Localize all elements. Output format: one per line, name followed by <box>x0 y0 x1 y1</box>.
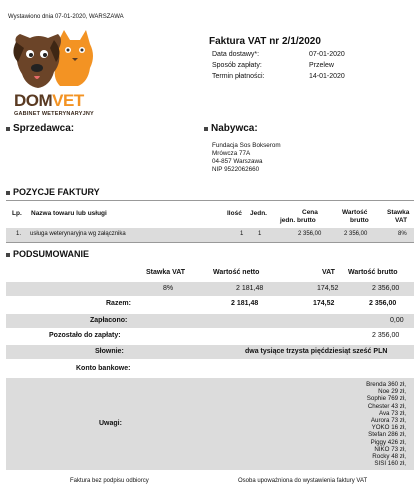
list-item: Piggy 426 zł, <box>370 438 406 446</box>
buyer-heading: Nabywca: <box>211 123 258 134</box>
divider <box>6 242 414 243</box>
summary-paid-row: Zapłacono: 0,00 <box>6 314 414 328</box>
list-item: Rocky 48 zł, <box>372 453 406 461</box>
col-qty: Ilość <box>227 210 242 217</box>
logo-subtitle: GABINET WETERYNARYJNY <box>14 111 94 117</box>
summary-rate-row: 8% 2 181,48 174,52 2 356,00 <box>6 282 414 296</box>
col-price-sub: jedn. brutto <box>280 217 316 224</box>
col-rate: Stawka <box>387 209 410 216</box>
invoice-title: Faktura VAT nr 2/1/2020 <box>209 36 321 47</box>
items-table-header <box>6 207 414 227</box>
signature-right: Osoba upoważniona do wystawienia faktury VAT <box>238 478 368 484</box>
col-unit: Jedn. <box>250 210 267 217</box>
summary-words-row: Słownie: dwa tysiące trzysta pięćdziesiąt sześć PLN <box>6 345 414 359</box>
summary-heading: PODSUMOWANIE <box>13 249 90 259</box>
list-item: Stefan 286 zł, <box>368 431 406 439</box>
list-item: Sophie 769 zł, <box>366 395 406 403</box>
summary-remaining-row: Pozostało do zapłaty: 2 356,00 <box>49 332 400 339</box>
divider <box>6 200 414 201</box>
col-price: Cena <box>302 209 318 216</box>
seller-heading: Sprzedawca: <box>13 123 75 134</box>
section-bullet-icon <box>6 191 10 195</box>
list-item: YOKO 16 zł, <box>371 424 406 432</box>
buyer-nip: NIP 9522062660 <box>212 166 260 173</box>
items-heading: POZYCJE FAKTURY <box>13 187 100 197</box>
dog-cat-logo-icon <box>8 28 104 92</box>
notes-list <box>366 381 406 467</box>
buyer-street: Mrówcza 77A <box>212 150 251 157</box>
list-item: NIKO 73 zł, <box>374 445 406 453</box>
delivery-date-label: Data dostawy*: <box>212 51 260 58</box>
logo-wordmark: DOMVET <box>14 91 84 110</box>
signature-left: Faktura bez podpisu odbiorcy <box>70 478 149 484</box>
section-bullet-icon <box>204 127 208 131</box>
payment-due-label: Termin płatności: <box>212 73 265 80</box>
delivery-date-value: 07-01-2020 <box>309 51 345 58</box>
buyer-name: Fundacja Sos Bokserom <box>212 142 281 149</box>
section-bullet-icon <box>6 253 10 257</box>
issue-date-place: Wystawiono dnia 07-01-2020, WARSZAWA <box>8 14 124 20</box>
payment-due-value: 14-01-2020 <box>309 73 345 80</box>
list-item: Chester 43 zł, <box>367 402 406 410</box>
col-rate-sub: VAT <box>395 217 408 224</box>
list-item: Ava 73 zł, <box>378 409 406 417</box>
buyer-city: 04-857 Warszawa <box>212 158 263 165</box>
list-item: Brenda 360 zł, <box>366 381 406 388</box>
list-item: Noe 29 zł, <box>378 388 406 396</box>
payment-method-label: Sposób zapłaty: <box>212 62 262 69</box>
col-value: Wartość <box>342 209 368 216</box>
col-name: Nazwa towaru lub usługi <box>31 210 107 217</box>
list-item: Aurora 73 zł, <box>370 417 406 425</box>
summary-bank-row: Konto bankowe: <box>76 365 131 372</box>
col-lp: Lp. <box>12 210 22 217</box>
summary-notes-row: Uwagi: Brenda 360 zł, Noe 29 zł, Sophie 769 zł, Chester 43 zł, Ava 73 zł, Aurora 73 zł, YOKO 16 zł, Stefan 286 zł, Piggy 426 zł, NIKO 73 zł, Rocky 48 zł, SISI 160 zł, <box>6 378 414 470</box>
payment-method-value: Przelew <box>309 62 334 69</box>
summary-total-row: Razem: 2 181,48 174,52 2 356,00 <box>106 300 397 307</box>
section-bullet-icon <box>6 127 10 131</box>
table-row: 1. usługa weterynaryjna wg załącznika 1 1 2 356,00 2 356,00 8% <box>6 228 414 242</box>
summary-header: Stawka VAT Wartość netto VAT Wartość brutto <box>146 269 398 276</box>
col-value-sub: brutto <box>350 217 369 224</box>
list-item: SISI 160 zł, <box>374 460 406 468</box>
